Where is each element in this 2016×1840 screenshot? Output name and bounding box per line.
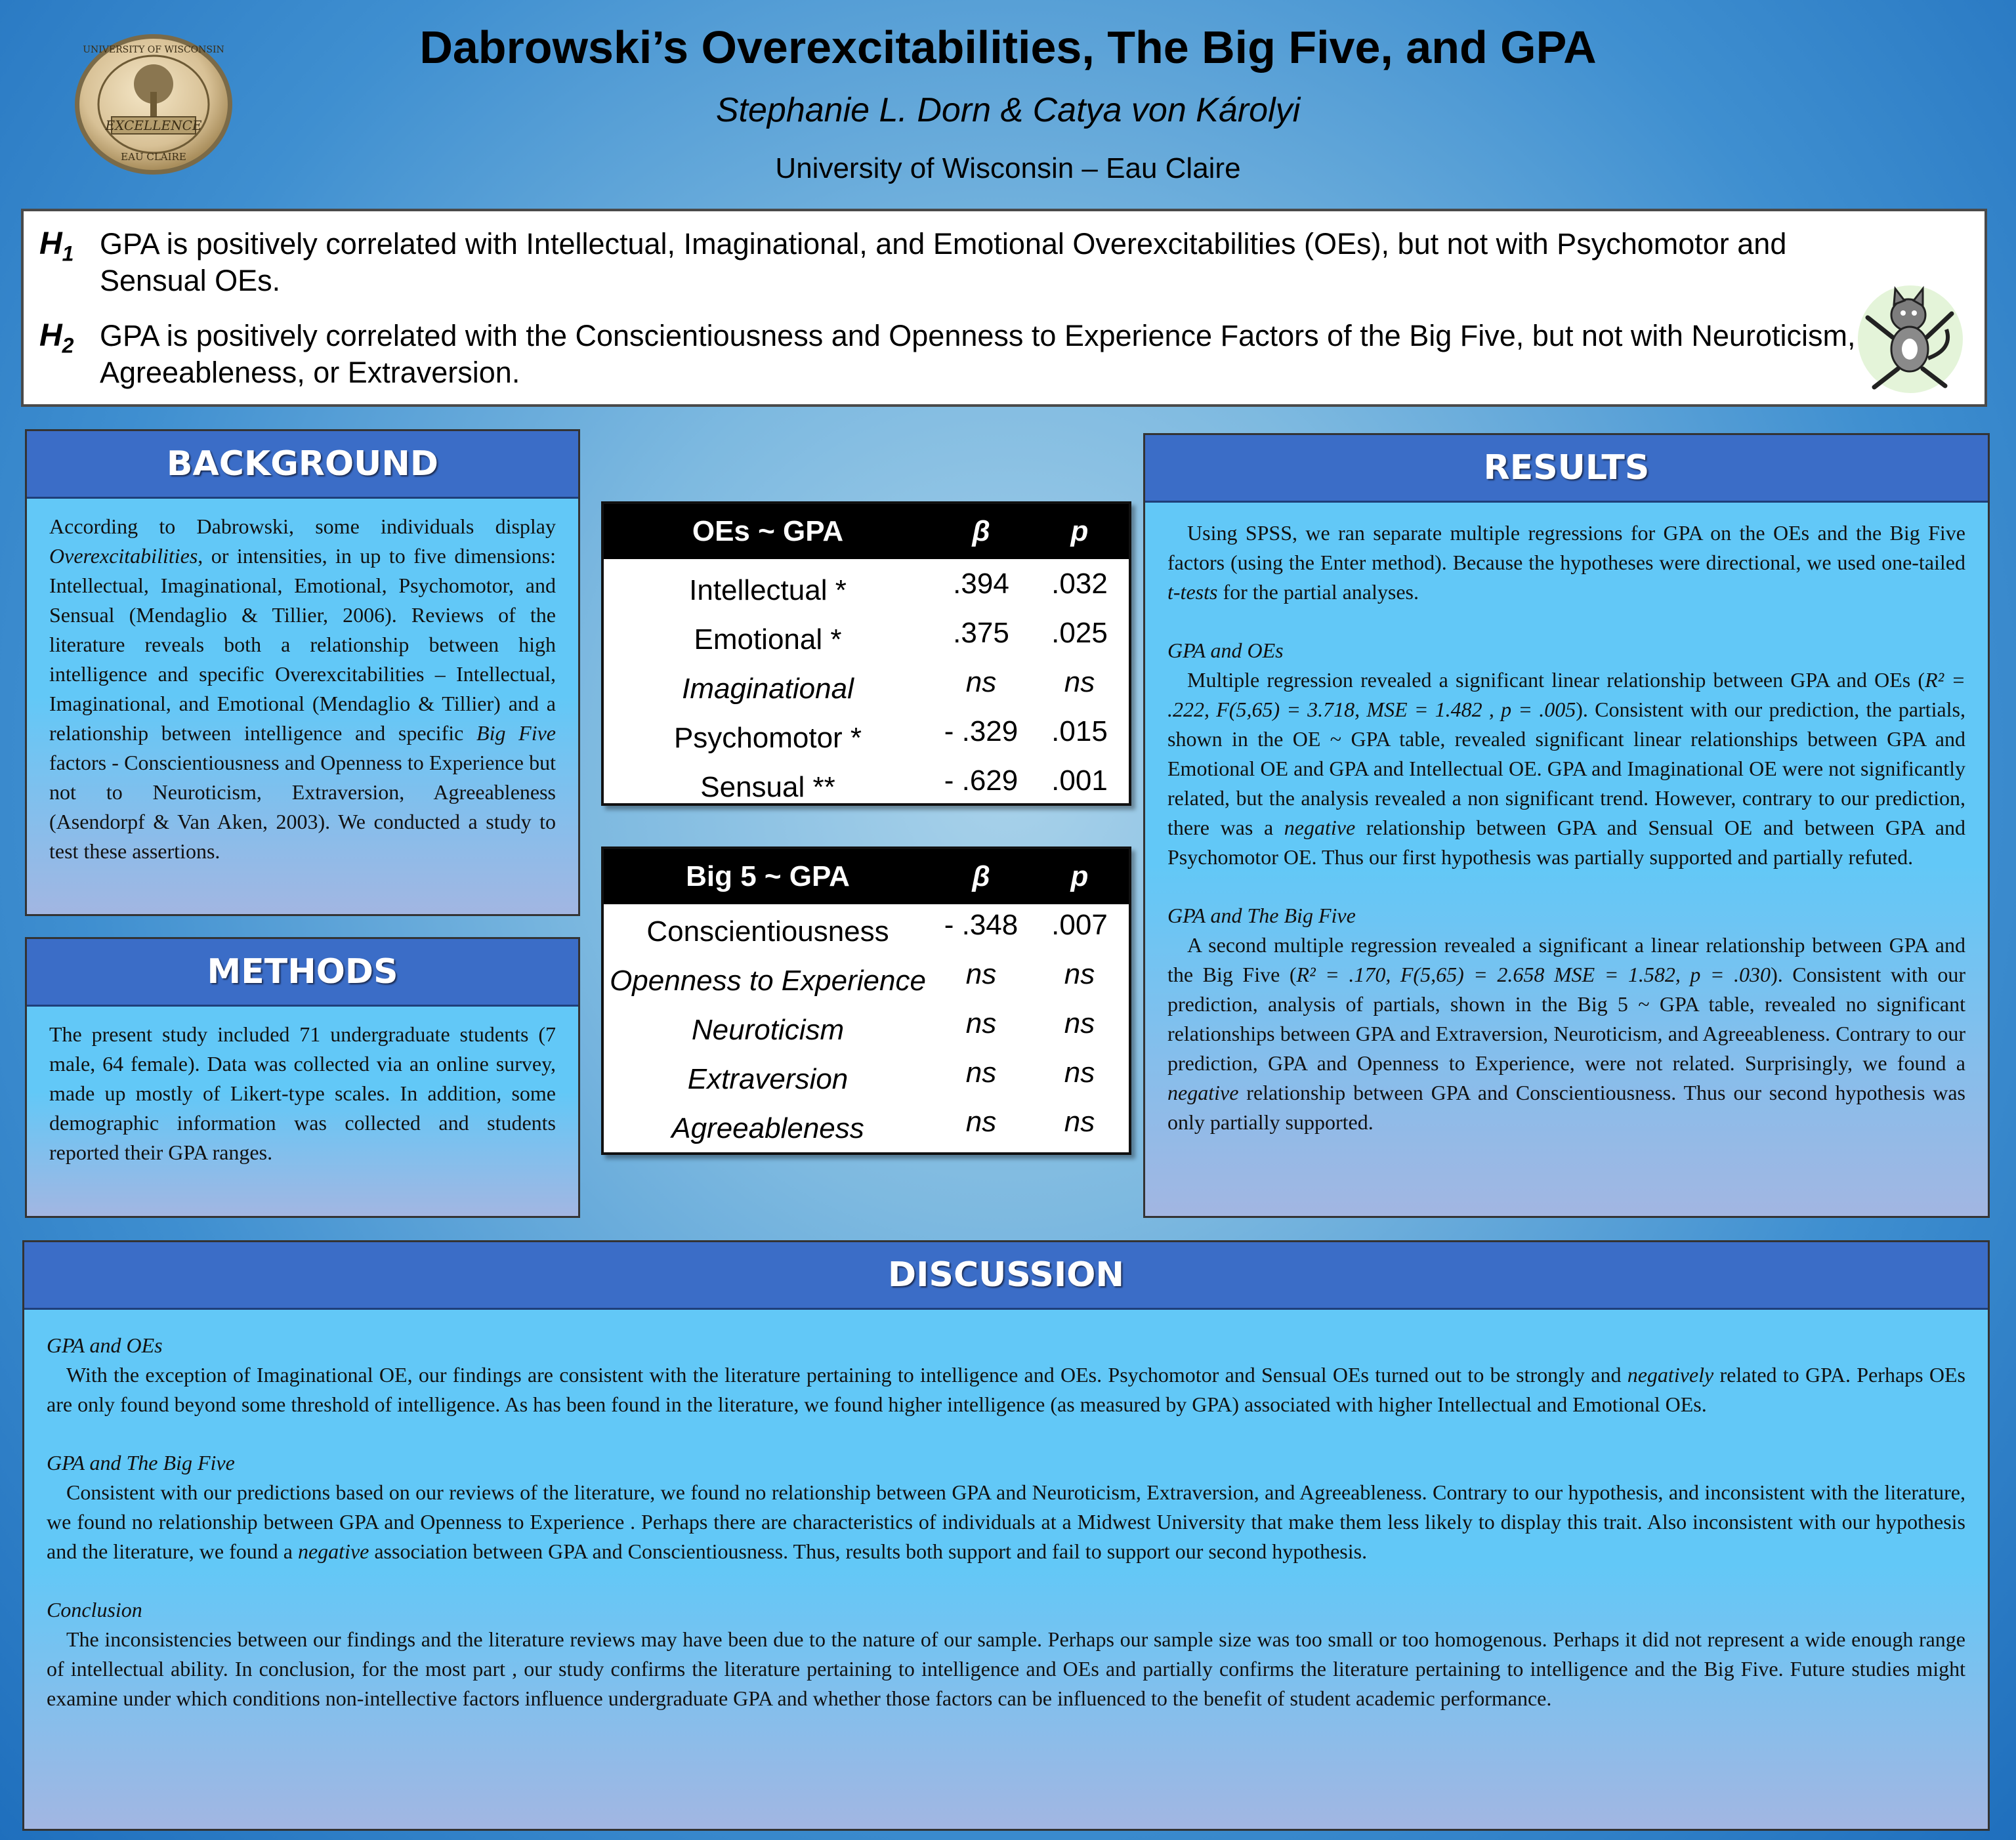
poster-authors: Stephanie L. Dorn & Catya von Károlyi: [715, 91, 1301, 129]
hypothesis-2-label: $H_2$: [39, 318, 74, 358]
row-p-value: ns: [1064, 1007, 1095, 1039]
big5-table-header: Big 5 ~ GPA β p: [604, 849, 1129, 904]
discussion-subheading-big5: GPA and The Big Five: [47, 1451, 235, 1474]
poster-affiliation: University of Wisconsin – Eau Claire: [775, 152, 1241, 184]
row-factor-name: Intellectual *: [689, 574, 847, 606]
row-p-value: .025: [1051, 617, 1108, 649]
hypothesis-2-text: GPA is positively correlated with the Conscientiousness and Openness to Experience Factors of the Big Five, but not with Neuroticism, Agreeableness, or Extraversion.: [100, 319, 1856, 389]
oe-gpa-table: [601, 501, 1131, 806]
oe-table-header: OEs ~ GPA β p: [604, 504, 1129, 559]
hypothesis-1: [39, 226, 1864, 299]
poster-title: Dabrowski’s Overexcitabilities, The Big Five, and GPA: [419, 22, 1597, 73]
methods-panel: [25, 937, 580, 1218]
row-beta-value: ns: [965, 1007, 997, 1039]
svg-text:EAU CLAIRE: EAU CLAIRE: [121, 151, 186, 163]
table-row: [604, 1005, 1129, 1055]
row-p-value: .007: [1051, 909, 1108, 941]
row-beta-value: ns: [965, 666, 997, 698]
table-row: [604, 566, 1129, 615]
discussion-heading: DISCUSSION: [24, 1242, 1988, 1310]
methods-body: The present study included 71 undergraduate students (7 male, 64 female). Data was collected via an online survey, made up mostly of Likert-type scales. In addition, some demographic information was collected and students reported their GPA ranges.: [49, 1022, 556, 1164]
table-row: [604, 907, 1129, 956]
row-factor-name: Psychomotor *: [673, 722, 862, 754]
row-p-value: ns: [1064, 1056, 1095, 1089]
table-row: [604, 763, 1129, 812]
row-factor-name: Agreeableness: [671, 1112, 864, 1144]
row-factor-name: Openness to Experience: [610, 965, 926, 997]
hypotheses-box: [21, 209, 1987, 407]
row-factor-name: Extraversion: [687, 1063, 849, 1095]
row-beta-value: .375: [953, 617, 1009, 649]
row-factor-name: Sensual **: [700, 771, 835, 803]
row-factor-name: Imaginational: [682, 673, 854, 705]
row-beta-value: ns: [965, 1056, 997, 1089]
results-body: Using SPSS, we ran separate multiple regressions for GPA on the OEs and the Big Five factors (using the Enter method). Because the hypotheses were directional, we used one-tailed t-tests for the partial analyses. GPA and OEs Multiple regression revealed a significant linear relationship between GPA and OEs (R² = .222, F(5,65) = 3.718, MSE = 1.482 , p = .005). Consistent with our prediction, the partials, shown in the OE ~ GPA table, revealed significant linear relationships between GPA and Emotional OE and GPA and Intellectual OE. GPA and Imaginational OE were not significantly related, but the analysis revealed a non significant trend. However, contrary to our prediction, there was a negative relationship between GPA and Sensual OE and between GPA and Psychomotor OE. Thus our first hypothesis was partially supported and partially refuted. GPA and The Big Five A second multiple regression revealed a significant a linear relationship between GPA and the Big Five (R² = .170, F(5,65) = 2.658 MSE = 1.582, p = .030). Consistent with our prediction, analysis of partials, shown in the Big 5 ~ GPA table, revealed no significant relationships between GPA and Extraversion, Neuroticism, and Agreeableness. Contrary to our prediction, GPA and Openness to Experience, were not related. Surprisingly, we found a negative relationship between GPA and Conscientiousness. Thus our second hypothesis was only partially supported.: [1167, 521, 1966, 1134]
hypothesis-2: [39, 318, 1864, 391]
discussion-subheading-oes: GPA and OEs: [47, 1333, 163, 1357]
row-factor-name: Conscientiousness: [646, 915, 889, 948]
background-heading: BACKGROUND: [27, 431, 578, 499]
discussion-panel: [22, 1240, 1990, 1831]
big5-gpa-table: [601, 847, 1131, 1155]
svg-text:UNIVERSITY OF WISCONSIN: UNIVERSITY OF WISCONSIN: [83, 45, 224, 55]
row-p-value: ns: [1064, 958, 1095, 990]
row-beta-value: - .348: [944, 909, 1018, 941]
background-body: According to Dabrowski, some individuals display Overexcitabilities, or intensities, in up to five dimensions: Intellectual, Imaginational, Emotional, Psychomotor, and Sensual (Mendaglio & Tillier, 2006). Reviews of the literature reveals both a relationship between high intelligence and specific Overexcitabilities – Intellectual, Imaginational, and Emotional (Mendaglio & Tillier) and a relationship between intelligence and specific Big Five factors - Conscientiousness and Openness to Experience but not to Neuroticism, Extraversion, Agreeableness (Asendorpf & Van Aken, 2003). We conducted a study to test these assertions.: [49, 514, 556, 863]
discussion-subheading-conclusion: Conclusion: [47, 1598, 142, 1621]
row-factor-name: Emotional *: [694, 623, 842, 656]
hypothesis-1-label: $H_1$: [39, 226, 74, 266]
table-row: [604, 664, 1129, 713]
table-row: [604, 615, 1129, 664]
row-p-value: .001: [1051, 764, 1108, 797]
background-panel: [25, 429, 580, 916]
table-row: [604, 956, 1129, 1005]
cartoon-cat-icon: [1855, 277, 1966, 395]
table-row: [604, 713, 1129, 763]
row-beta-value: ns: [965, 958, 997, 990]
row-beta-value: ns: [965, 1106, 997, 1138]
row-beta-value: - .329: [944, 715, 1018, 747]
results-panel: [1143, 433, 1990, 1218]
row-beta-value: .394: [953, 568, 1009, 600]
table-row: [604, 1104, 1129, 1153]
row-p-value: .015: [1051, 715, 1108, 747]
row-p-value: ns: [1064, 1106, 1095, 1138]
row-factor-name: Neuroticism: [691, 1014, 845, 1046]
row-p-value: ns: [1064, 666, 1095, 698]
table-row: [604, 1055, 1129, 1104]
methods-heading: METHODS: [27, 939, 578, 1007]
results-subheading-oes: GPA and OEs: [1167, 638, 1284, 662]
results-heading: RESULTS: [1145, 435, 1988, 503]
discussion-body: GPA and OEs With the exception of Imaginational OE, our findings are consistent with the literature pertaining to intelligence and OEs. Psychomotor and Sensual OEs turned out to be strongly and negatively related to GPA. Perhaps OEs are only found beyond some threshold of intelligence. As has been found in the literature, we found higher intelligence (as measured by GPA) associated with higher Intellectual and Emotional OEs. GPA and The Big Five Consistent with our predictions based on our reviews of the literature, we found no relationship between GPA and Neuroticism, Extraversion, and Agreeableness. Contrary to our hypothesis, and inconsistent with the literature, we found no relationship between GPA and Openness to Experience . Perhaps there are characteristics of individuals at a Midwest University that make them less likely to display this trait. Also inconsistent with our hypothesis and the literature, we found a negative association between GPA and Conscientiousness. Thus, results both support and fail to support our second hypothesis. Conclusion The inconsistencies between our findings and the literature reviews may have been due to the nature of our sample. Perhaps our sample size was too small or too homogenous. Perhaps it did not represent a wide enough range of intellectual ability. In conclusion, for the most part , our study confirms the literature pertaining to intelligence and OEs and partially confirms the literature pertaining to intelligence and the Big Five. Future studies might examine under which conditions non-intellective factors influence undergraduate GPA and whether those factors can be influenced to the benefit of student academic performance.: [24, 1310, 1988, 1726]
hypothesis-1-text: GPA is positively correlated with Intellectual, Imaginational, and Emotional Overexcitabilities (OEs), but not with Psychomotor and Sensual OEs.: [100, 227, 1787, 297]
row-beta-value: - .629: [944, 764, 1018, 797]
results-subheading-big5: GPA and The Big Five: [1167, 904, 1356, 927]
row-p-value: .032: [1051, 568, 1108, 600]
svg-text:EXCELLENCE: EXCELLENCE: [105, 117, 202, 133]
